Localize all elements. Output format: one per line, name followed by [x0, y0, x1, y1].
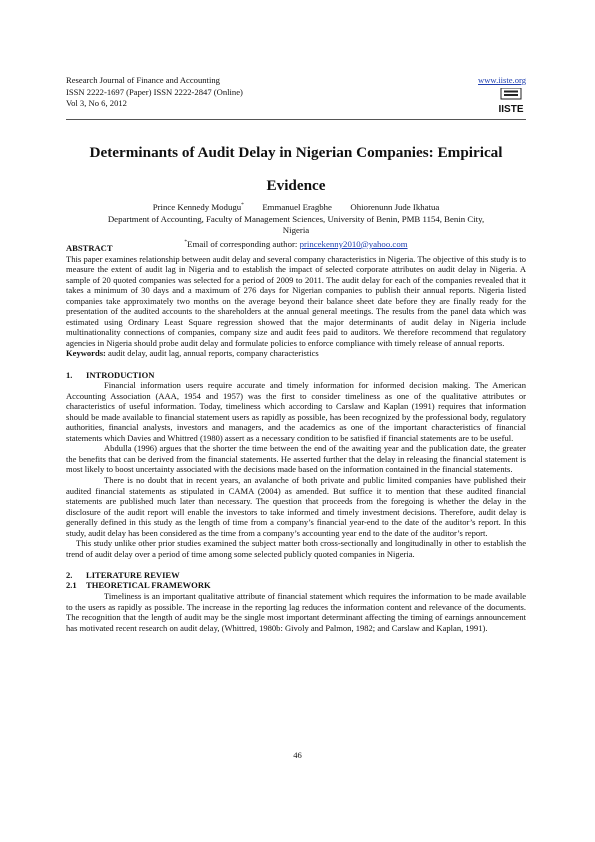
section-2-heading — [66, 570, 526, 581]
paper-title — [66, 136, 526, 202]
journal-url-link[interactable]: www.iiste.org — [478, 75, 526, 85]
subsection-2-1-heading — [66, 580, 526, 591]
iiste-logo-icon — [497, 88, 525, 114]
journal-name: Research Journal of Finance and Accounting — [66, 75, 220, 85]
logo-lettering: IISTE — [498, 104, 524, 114]
header-rule — [66, 119, 526, 120]
section-1-paragraph-3: There is no doubt that in recent years, an avalanche of both private and public limited companies have published their audited financial statements as stipulated in CAMA (2004) as amended. But suffice it to mention that these audited financial statements are published much later than necessary. The question that proceeds from the foregoing is whether the delay in the disclosure of the audit report will enable the investors to take informed and timely investment decisions. Therefore, audit delay is generally defined in this study as the length of time from a company’s financial year-end to the date of the auditor’s report. In this study, audit delay has been considered as the time from a company’s accounting year end to the date of the auditor’s report. — [66, 474, 526, 538]
keywords-label: Keywords: — [66, 348, 106, 359]
email-mark: * — [184, 238, 188, 245]
section-2-title: LITERATURE REVIEW — [86, 569, 180, 580]
keywords-text: audit delay, audit lag, annual reports, company characteristics — [105, 348, 319, 359]
section-1-paragraph-1: Financial information users require accurate and timely information for informed decision making. The American Accounting Association (AAA, 1954 and 1957) was the first to consider timeliness as one of the qualitative attributes or characteristics of useful information. Today, timeliness which according to Carslaw and Kaplan (1991) requires that information should be made available to financial statement users as rapidly as possible, has been recognized by the professional body, regulatory authorities, financial analysts, investors and managers, and the academics as one of the important characteristics of financial statements which Davies and Whittred (1980) assert as a necessary condition to be satisfied if financial statements are to be useful. — [66, 380, 526, 443]
section-1-number: 1. — [66, 369, 73, 380]
section-2-paragraph-1: Timeliness is an important qualitative attribute of financial statement which requires the information to be made available to the users as rapidly as possible. The increase in the reporting lag reduces the information content and relevance of the documents. The recognition that the length of audit may be the single most important determinant affecting the timing of earnings announcement has motivated recent research on audit delay, (Whittred, 1980b: Givoly and Palmon, 1982; and Carslaw and Kaplan, 1991). — [66, 590, 526, 633]
author-names — [66, 200, 526, 214]
section-1-heading — [66, 370, 526, 381]
affiliation-line-2: Nigeria — [282, 225, 310, 236]
section-1-paragraph-4: This study unlike other prior studies examined the subject matter both cross-sectionally and longitudinally in other to establish the trend of audit delay over a period of time among some selected publicly quoted companies in Nigeria. — [66, 538, 526, 559]
subsection-2-1-number: 2.1 — [66, 580, 77, 591]
abstract-text: This paper examines relationship between audit delay and several company characteristics in Nigeria. The objective of this study is to measure the extent of audit lag in Nigeria and to establish the impact of selected corporate attributes on audit delay in Nigeria. A sample of 20 quoted companies was selected for a period of 2009 to 2011. The audit delay for each of the companies revealed that it takes a minimum of 30 days and a maximum of 276 days for Nigerian companies to publish their annual reports. Nigeria listed companies take approximately two months on the average beyond their balance sheet date before they are finally ready for the presentation of the audited accounts to the shareholders at the annual general meetings. The results from the panel data which was estimated using Ordinary Least Square regression showed that the major determinants of audit delay in Nigeria include multinationality connections of companies, company size and audit fees paid to auditors. We therefore recommend that regulatory agencies in Nigeria should probe audit delay and formulate policies to enforce compliance with timely release of annual reports. — [66, 253, 526, 348]
email-link[interactable]: princekenny2010@yahoo.com — [299, 238, 408, 249]
email-label: Email of corresponding author: — [187, 238, 300, 249]
paper-body — [66, 243, 526, 633]
title-line-1: Determinants of Audit Delay in Nigerian Companies: Empirical — [89, 144, 503, 161]
journal-volume: Vol 3, No 6, 2012 — [66, 98, 127, 108]
author-3: Ohiorenunn Jude Ikhatua — [350, 201, 440, 212]
author-1-mark: * — [241, 202, 244, 208]
journal-issn: ISSN 2222-1697 (Paper) ISSN 2222-2847 (Online) — [66, 86, 243, 97]
section-1-paragraph-2: Abdulla (1996) argues that the shorter the time between the end of the awaiting year and the publication date, the greater the benefits that can be derived from the financial statements. He asserted further that the delay in releasing the financial statement is most likely to boost uncertainty associated with the decisions made based on the information contained in the financial statements. — [66, 443, 526, 475]
title-line-2: Evidence — [266, 177, 326, 194]
keywords-line — [66, 348, 526, 359]
abstract-heading: ABSTRACT — [66, 243, 113, 253]
section-2-number: 2. — [66, 569, 73, 580]
subsection-2-1-title: THEORETICAL FRAMEWORK — [86, 580, 211, 591]
section-1-title: INTRODUCTION — [86, 369, 155, 380]
affiliation-line-1: Department of Accounting, Faculty of Management Sciences, University of Benin, PMB 1154, Benin City, — [107, 213, 485, 224]
page-number: 46 — [293, 750, 302, 760]
author-1: Prince Kennedy Modugu — [152, 201, 242, 212]
author-2: Emmanuel Eragbhe — [262, 201, 332, 212]
journal-header — [66, 75, 526, 110]
